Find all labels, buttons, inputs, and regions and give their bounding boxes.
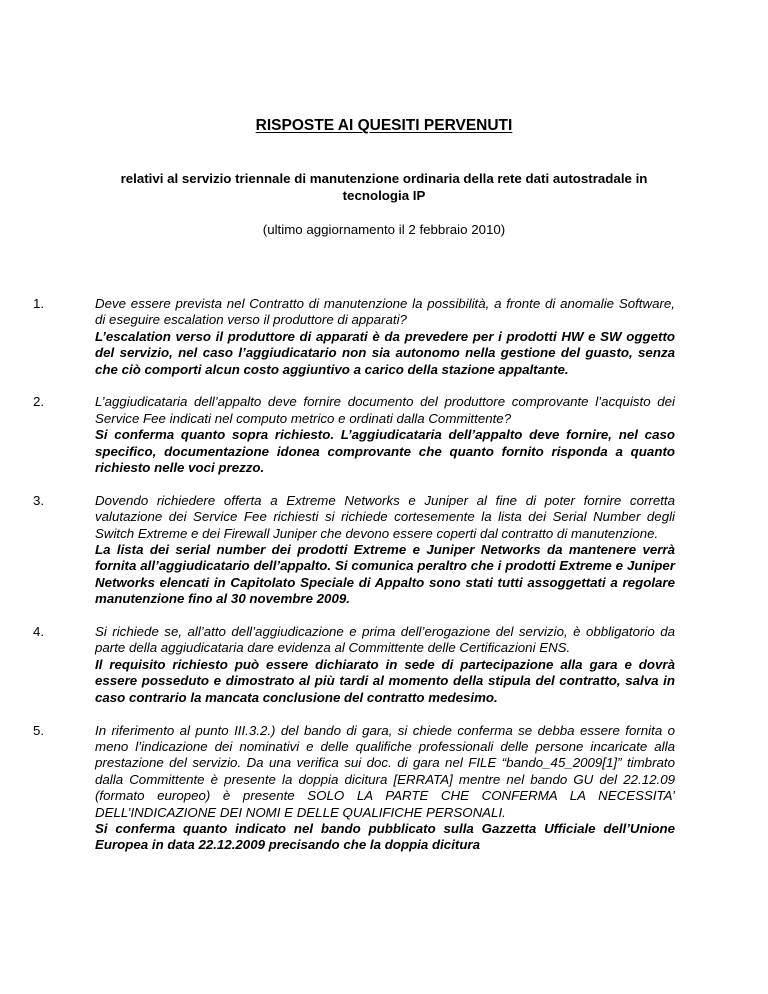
- item-number: 3.: [33, 492, 45, 508]
- questions-list: [33, 296, 675, 870]
- question-text: Deve essere prevista nel Contratto di manutenzione la possibilità, a fronte di anomalie Software, di eseguire escalation verso il produttore di apparati?: [95, 296, 675, 328]
- list-item: [33, 492, 675, 608]
- question-text: Si richiede se, all’atto dell’aggiudicazione e prima dell’erogazione del servizio, è obbligatorio da parte della aggiudicataria dare evidenza al Committente delle Certificazioni ENS.: [95, 624, 675, 656]
- list-item: [33, 722, 675, 854]
- item-number: 2.: [33, 394, 45, 410]
- item-number: 4.: [33, 624, 45, 640]
- last-updated-note: (ultimo aggiornamento il 2 febbraio 2010): [262, 222, 506, 237]
- item-number: 1.: [33, 296, 45, 311]
- question-text: Dovendo richiedere offerta a Extreme Networks e Juniper al fine di poter fornire corretta valutazione dei Service Fee richiesti si richiede cortesemente la lista dei Serial Number degli Switch Extreme e dei Firewall Juniper che devono essere coperti dal contratto di manutenzione.: [95, 492, 675, 541]
- document-subtitle: relativi al servizio triennale di manutenzione ordinaria della rete dati autostradale in tecnologia IP: [120, 171, 648, 203]
- answer-text: L’escalation verso il produttore di apparati è da prevedere per i prodotti HW e SW oggetto del servizio, nel caso l’aggiudicatario non sia autonomo nella gestione del guasto, senza che ciò comporti alcun costo aggiuntivo a carico della stazione appaltante.: [95, 328, 675, 377]
- list-item: [33, 624, 675, 706]
- answer-text: Si conferma quanto indicato nel bando pubblicato sulla Gazzetta Ufficiale dell’Unione Europea in data 22.12.2009 precisando che la doppia dicitura: [95, 820, 675, 853]
- list-item: [33, 394, 675, 476]
- answer-text: Il requisito richiesto può essere dichiarato in sede di partecipazione alla gara e dovrà essere posseduto e dimostrato al più tardi al momento della stipula del contratto, salva in caso contrario la mancata conclusione del contratto medesimo.: [95, 656, 675, 705]
- list-item: [33, 296, 675, 378]
- answer-text: La lista dei serial number dei prodotti Extreme e Juniper Networks da mantenere verrà fornita all’aggiudicatario dell’appalto. Si comunica peraltro che i prodotti Extreme e Juniper Networks elencati in Capitolato Speciale di Appalto sono stati tutti assoggettati a regolare manutenzione fino al 30 novembre 2009.: [95, 542, 675, 607]
- question-text: In riferimento al punto III.3.2.) del bando di gara, si chiede conferma se debba essere fornita o meno l’indicazione dei nominativi e delle qualifiche professionali delle persone incaricate alla prestazione del servizio. Da una verifica sui doc. di gara nel FILE “bando_45_2009[1]” timbrato dalla Committente è presente la doppia dicitura [ERRATA] mentre nel bando GU del 22.12.09 (formato europeo) è presente SOLO LA PARTE CHE CONFERMA LA NECESSITA’ DELL’INDICAZIONE DEI NOMI E DELLE QUALIFICHE PERSONALI.: [95, 722, 675, 820]
- answer-text: Si conferma quanto sopra richiesto. L’aggiudicataria dell’appalto deve fornire, nel caso specifico, documentazione idonea comprovante che quanto fornito risponda a quanto richiesto nelle voci prezzo.: [95, 427, 675, 476]
- question-text: L’aggiudicataria dell’appalto deve fornire documento del produttore comprovante l’acquisto dei Service Fee indicati nel computo metrico e ordinati dalla Committente?: [95, 394, 675, 426]
- document-title: RISPOSTE AI QUESITI PERVENUTI: [255, 117, 513, 134]
- item-number: 5.: [33, 722, 45, 738]
